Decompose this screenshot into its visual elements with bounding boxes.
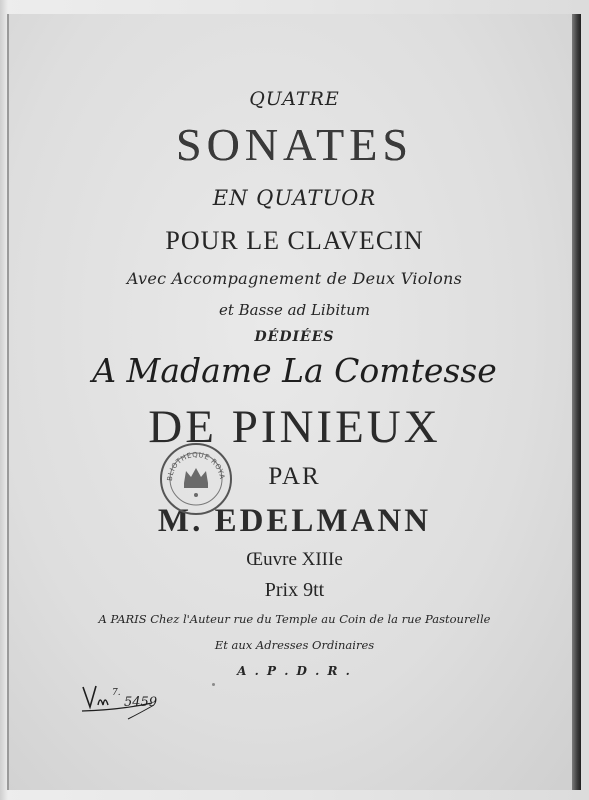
basse-line: et Basse ad Libitum [218, 301, 371, 319]
price-line: Prix 9tt [264, 579, 325, 601]
composer-name: M. EDELMANN [157, 503, 432, 539]
en-quatuor-line: EN QUATUOR [212, 186, 377, 210]
pour-le-clavecin-line: POUR LE CLAVECIN [165, 226, 424, 255]
accompaniment-line: Avec Accompagnement de Deux Violons [126, 269, 463, 288]
svg-text:BIBLIOTHEQUE ROYALE: BLIOTHEQUE ROYA [165, 450, 227, 482]
quatre-line: QUATRE [249, 88, 340, 110]
privilege-line: A . P . D . R . [237, 664, 352, 678]
sonates-heading: SONATES [176, 119, 413, 170]
publisher-address: A PARIS Chez l'Auteur rue du Temple au Coin de la rue Pastourelle [98, 612, 491, 626]
dediees-line: DÉDIÉES [254, 329, 335, 345]
svg-text:5459: 5459 [124, 695, 158, 710]
other-addresses-line: Et aux Adresses Ordinaires [214, 638, 375, 652]
ink-speck [212, 683, 215, 686]
svg-text:7.: 7. [112, 688, 121, 698]
library-stamp-icon [158, 441, 234, 517]
shelfmark-signature [80, 683, 164, 727]
opus-number: Œuvre XIIIe [246, 549, 343, 570]
par-line: PAR [268, 463, 321, 490]
dedicatee-name: DE PINIEUX [148, 401, 441, 453]
dedicatee-line: A Madame La Comtesse [92, 351, 497, 390]
